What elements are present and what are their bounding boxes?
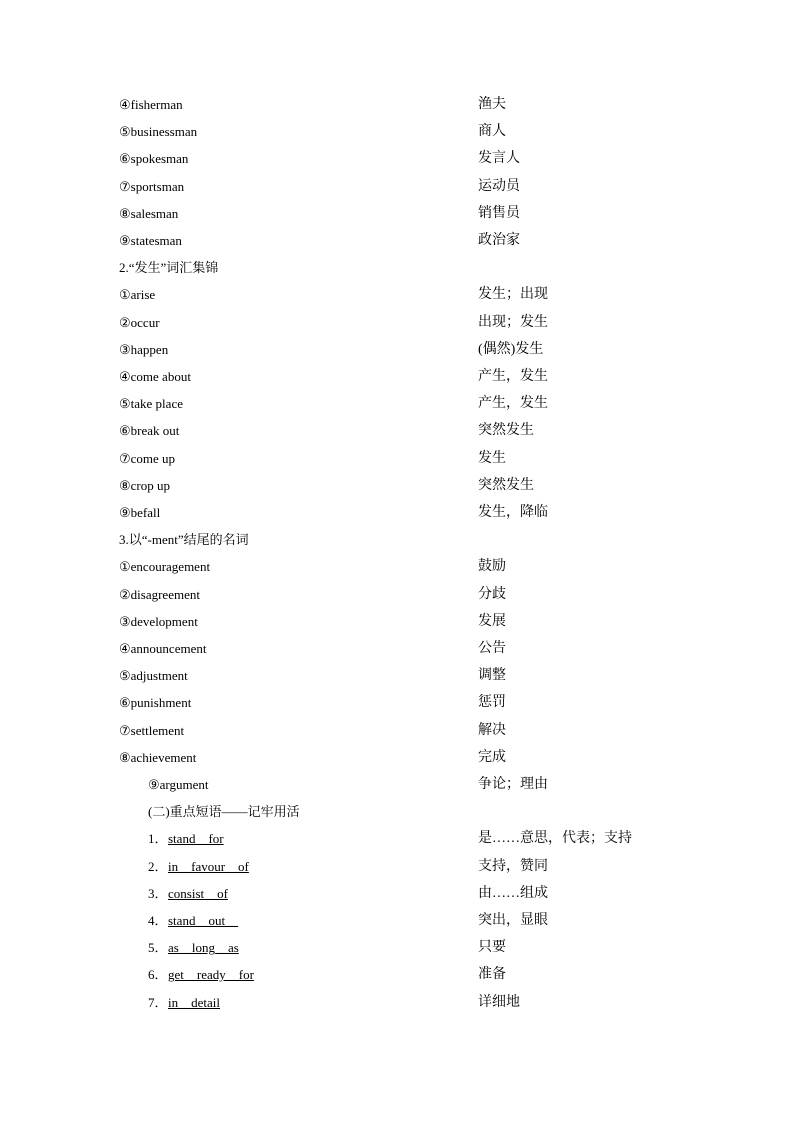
term-english: ④fisherman — [119, 97, 183, 112]
term-chinese: 销售员 — [478, 205, 520, 221]
term-english: ⑦settlement — [119, 722, 185, 738]
section-heading: 3.以“-ment”结尾的名词 — [119, 532, 249, 548]
term-chinese: 发生；出现 — [478, 287, 548, 303]
term-chinese: 发言人 — [478, 151, 520, 167]
term-english: ⑦come up — [119, 450, 176, 466]
term-english: ⑦sportsman — [119, 178, 185, 194]
term-chinese: 详细地 — [478, 994, 520, 1010]
term-english: ⑥punishment — [119, 695, 192, 711]
phrase-number: 6． — [148, 967, 168, 983]
term-english: ⑨argument — [148, 777, 209, 792]
phrase-number: 5． — [148, 940, 168, 956]
vocab-row — [0, 340, 794, 360]
term-chinese: 解决 — [478, 722, 506, 738]
term-english: ⑧achievement — [119, 749, 197, 765]
vocab-row — [0, 449, 794, 469]
term-chinese: 突然发生 — [478, 477, 534, 493]
vocab-row — [0, 231, 794, 251]
vocab-row — [0, 149, 794, 169]
phrase-number: 2． — [148, 858, 168, 874]
vocab-row — [0, 829, 794, 849]
vocab-row — [0, 177, 794, 197]
term-chinese: 发生 — [478, 450, 506, 466]
term-chinese: 完成 — [478, 749, 506, 765]
term-chinese: 商人 — [478, 124, 506, 140]
term-english: ⑤take place — [119, 396, 183, 412]
vocab-row — [0, 612, 794, 632]
phrase-number: 3． — [148, 885, 168, 901]
phrase-answer: in__detail — [168, 994, 220, 1010]
vocab-row — [0, 693, 794, 713]
term-chinese: 由……组成 — [478, 885, 548, 901]
section-heading-row — [0, 530, 794, 550]
term-english: ①encouragement — [119, 559, 211, 575]
term-chinese: 渔夫 — [478, 97, 506, 112]
term-chinese: 突出，显眼 — [478, 913, 548, 928]
term-chinese: 产生，发生 — [478, 396, 548, 412]
vocab-row — [0, 639, 794, 659]
term-chinese: 调整 — [478, 668, 506, 684]
vocab-row — [0, 775, 794, 795]
phrase-answer: stand__for — [168, 831, 224, 847]
phrase-english — [148, 938, 239, 958]
term-chinese: 分歧 — [478, 586, 506, 602]
phrase-answer: stand__out__ — [168, 913, 239, 928]
vocab-row — [0, 313, 794, 333]
vocab-row — [0, 285, 794, 305]
phrase-english — [148, 884, 228, 904]
term-chinese: 公告 — [478, 641, 506, 656]
phrase-english — [148, 829, 224, 849]
term-chinese: 发展 — [478, 613, 506, 629]
term-chinese: 产生，发生 — [478, 369, 548, 384]
term-chinese: 准备 — [478, 967, 506, 983]
section-heading-row — [0, 802, 794, 822]
term-english: ②disagreement — [119, 586, 200, 602]
phrase-number: 7． — [148, 994, 168, 1010]
term-chinese: 惩罚 — [478, 695, 506, 711]
vocab-row — [0, 721, 794, 741]
term-english: ⑧crop up — [119, 477, 171, 493]
term-english: ⑤adjustment — [119, 668, 188, 684]
term-english: ④announcement — [119, 641, 207, 656]
term-english: ①arise — [119, 287, 156, 303]
vocab-row — [0, 476, 794, 496]
vocab-row — [0, 666, 794, 686]
term-english: ⑧salesman — [119, 205, 179, 221]
vocab-row — [0, 884, 794, 904]
term-english: ④come about — [119, 369, 191, 384]
term-english: ⑥break out — [119, 423, 180, 439]
section-heading: 2.“发生”词汇集锦 — [119, 260, 219, 276]
phrase-number: 4． — [148, 913, 168, 928]
phrase-english — [148, 965, 254, 985]
vocab-row — [0, 421, 794, 441]
term-chinese: 出现；发生 — [478, 314, 548, 330]
vocab-row — [0, 557, 794, 577]
phrase-english — [148, 993, 220, 1013]
vocab-row — [0, 204, 794, 224]
vocab-row — [0, 857, 794, 877]
section-heading-row — [0, 258, 794, 278]
term-chinese: 鼓励 — [478, 559, 506, 575]
phrase-answer: as__long__as — [168, 940, 239, 956]
term-chinese: 突然发生 — [478, 423, 534, 439]
term-english: ⑨statesman — [119, 233, 182, 248]
vocab-row — [0, 585, 794, 605]
vocab-row — [0, 911, 794, 931]
term-chinese: 支持，赞同 — [478, 858, 548, 874]
term-chinese: 政治家 — [478, 233, 520, 248]
vocab-row — [0, 993, 794, 1013]
term-chinese: (偶然)发生 — [478, 341, 544, 357]
term-english: ⑨befall — [119, 505, 161, 520]
phrase-answer: in__favour__of — [168, 858, 249, 874]
phrase-english — [148, 857, 249, 877]
term-english: ③happen — [119, 341, 169, 357]
phrase-answer: get__ready__for — [168, 967, 254, 983]
phrase-answer: consist__of — [168, 885, 228, 901]
term-chinese: 争论；理由 — [478, 777, 548, 792]
vocab-row — [0, 367, 794, 387]
vocab-row — [0, 122, 794, 142]
vocab-row — [0, 95, 794, 115]
term-chinese: 是……意思，代表；支持 — [478, 831, 632, 847]
term-english: ③development — [119, 613, 198, 629]
vocab-row — [0, 394, 794, 414]
term-chinese: 运动员 — [478, 178, 520, 194]
phrase-number: 1． — [148, 831, 168, 847]
term-chinese: 只要 — [478, 940, 506, 956]
vocab-row — [0, 965, 794, 985]
phrase-english — [148, 911, 238, 931]
term-english: ⑤businessman — [119, 124, 198, 140]
vocab-row — [0, 748, 794, 768]
term-chinese: 发生，降临 — [478, 505, 548, 520]
term-english: ⑥spokesman — [119, 151, 189, 167]
term-english: ②occur — [119, 314, 160, 330]
vocab-row — [0, 503, 794, 523]
section-heading: (二)重点短语——记牢用活 — [148, 804, 300, 820]
vocab-row — [0, 938, 794, 958]
